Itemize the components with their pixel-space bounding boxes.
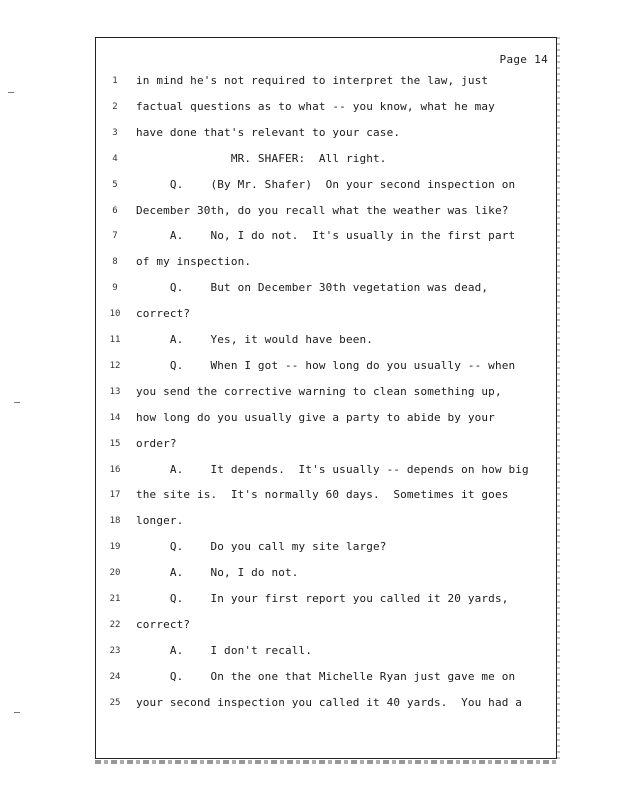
line-number: 6 [112,205,118,216]
line-text: MR. SHAFER: All right. [136,151,387,165]
line-number: 10 [109,309,121,320]
transcript-line [96,74,556,90]
line-number: 5 [112,179,118,190]
transcript-line [96,514,556,530]
transcript-line [96,463,556,479]
line-number: 21 [109,594,121,604]
transcript-line [96,204,556,220]
transcript-line [96,385,556,401]
transcript-line [96,488,556,504]
line-number: 12 [109,360,121,371]
line-text: correct? [136,617,191,631]
line-number: 19 [109,542,121,553]
transcript-line [96,281,556,297]
transcript-line [96,670,556,686]
transcript-line [96,178,556,194]
line-text: Q. In your first report you called it 20 yards, [136,592,509,605]
transcript-line [96,540,556,556]
line-text: A. No, I do not. It's usually in the first part [136,229,516,243]
line-number: 23 [109,645,121,656]
transcript-line [96,592,556,608]
line-text: factual questions as to what -- you know, what he may [136,99,495,113]
line-number: 13 [109,386,121,397]
transcript-line [96,437,556,453]
line-text: longer. [136,514,184,528]
transcript-line [96,644,556,660]
line-number: 9 [112,283,118,294]
line-number: 11 [109,335,121,345]
line-number: 8 [112,257,118,268]
line-number: 4 [112,153,118,164]
page-number: Page 14 [499,53,548,66]
line-text: A. No, I do not. [136,566,299,580]
line-number: 18 [109,516,121,527]
transcript-line [96,307,556,323]
line-number: 22 [109,619,121,630]
line-text: correct? [136,307,191,321]
line-number: 25 [109,697,121,708]
page-edge-shadow [557,37,560,759]
line-text: Q. (By Mr. Shafer) On your second inspection on [136,177,516,191]
line-number: 14 [109,412,121,423]
line-text: Q. On the one that Michelle Ryan just gave me on [136,669,516,683]
transcript-line [96,696,556,712]
margin-mark [8,92,14,93]
transcript-line [96,152,556,168]
line-text: December 30th, do you recall what the weather was like? [136,203,509,217]
transcript-page [95,37,557,759]
line-number: 20 [109,568,121,579]
line-number: 15 [109,438,121,449]
transcript-line [96,359,556,375]
line-text: you send the corrective warning to clean something up, [136,384,502,398]
line-text: have done that's relevant to your case. [136,125,401,139]
transcript-line [96,333,556,349]
line-text: how long do you usually give a party to abide by your [136,410,495,424]
line-number: 16 [109,464,121,475]
line-text: A. I don't recall. [136,643,313,657]
transcript-line [96,618,556,634]
line-number: 24 [109,671,121,682]
transcript-line [96,229,556,245]
transcript-line [96,411,556,427]
line-text: Q. But on December 30th vegetation was dead, [136,281,489,295]
transcript-line [96,566,556,582]
line-number: 1 [112,76,118,86]
line-number: 3 [112,127,118,138]
line-text: Q. Do you call my site large? [136,540,387,554]
line-text: the site is. It's normally 60 days. Sometimes it goes [136,488,509,502]
line-text: in mind he's not required to interpret the law, just [136,74,489,87]
transcript-line [96,126,556,142]
transcript-line [96,100,556,116]
line-text: order? [136,436,177,450]
footer-text-band [95,760,557,764]
line-number: 7 [112,231,118,242]
margin-mark [14,712,20,713]
transcript-line [96,255,556,271]
line-text: your second inspection you called it 40 yards. You had a [136,695,523,709]
line-number: 17 [109,490,121,501]
line-text: Q. When I got -- how long do you usually -- when [136,358,516,372]
line-number: 2 [112,101,118,112]
line-text: A. It depends. It's usually -- depends on how big [136,462,529,476]
margin-mark [14,402,20,403]
line-text: A. Yes, it would have been. [136,333,374,346]
line-text: of my inspection. [136,255,252,269]
